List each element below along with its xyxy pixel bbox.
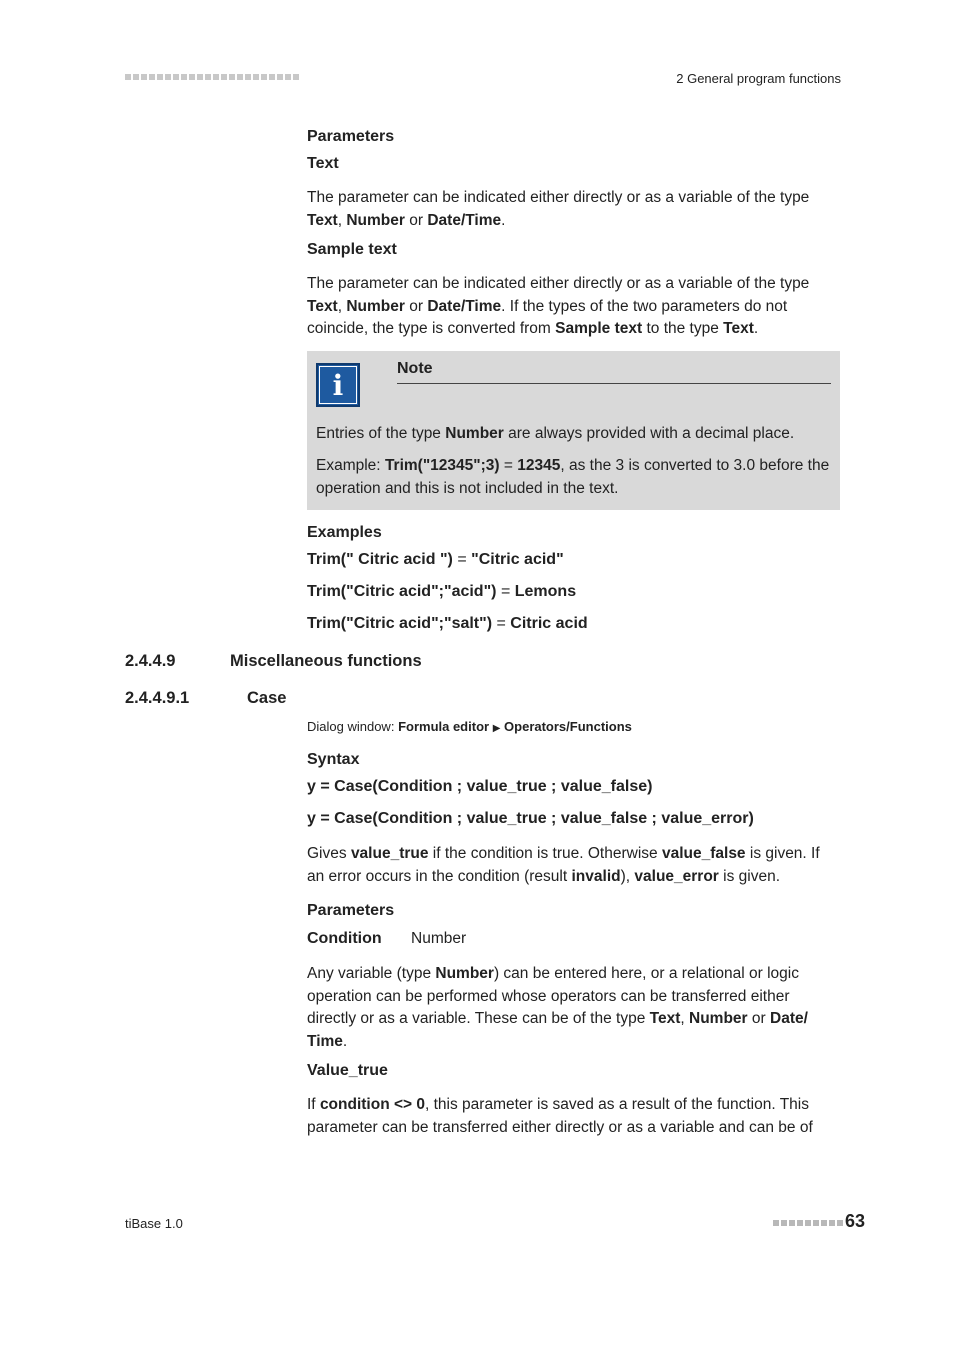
value-true-label: Value_true xyxy=(307,1062,388,1079)
subsection-title: Case xyxy=(247,689,287,707)
syntax-heading: Syntax xyxy=(307,751,360,768)
section-title: Miscellaneous functions xyxy=(230,652,422,670)
condition-label: Condition xyxy=(307,930,382,947)
note-divider xyxy=(397,383,831,384)
sample-text-desc: The parameter can be indicated either directly or as a variable of the type Text, Number or Date/Time. If the types of the two parameters do not coincide, the type is converted from Sample text to the type Text. xyxy=(307,275,810,337)
examples-heading: Examples xyxy=(307,524,382,541)
text-param-desc: The parameter can be indicated either directly or as a variable of the type Text, Number or Date/Time. xyxy=(307,189,810,229)
note-box xyxy=(307,351,840,510)
syntax-line-1: y = Case(Condition ; value_true ; value_false) xyxy=(307,778,653,795)
example-2: Trim("Citric acid";"acid") = Lemons xyxy=(307,583,577,600)
example-3: Trim("Citric acid";"salt") = Citric acid xyxy=(307,615,588,632)
section-number: 2.4.4.9 xyxy=(125,652,176,670)
parameters-heading-2: Parameters xyxy=(307,902,395,919)
parameters-heading: Parameters xyxy=(307,128,395,145)
subsection-number: 2.4.4.9.1 xyxy=(125,689,190,707)
example-1: Trim(" Citric acid ") = "Citric acid" xyxy=(307,551,564,568)
value-true-desc: If condition <> 0, this parameter is saved as a result of the function. This parameter can be transferred either directly or as a variable and can be of xyxy=(307,1096,813,1136)
header-decoration xyxy=(125,74,299,80)
dialog-path: Dialog window: Formula editor ▶ Operators/Functions xyxy=(307,719,632,734)
info-icon: i xyxy=(316,363,360,407)
footer-product: tiBase 1.0 xyxy=(125,1216,183,1231)
text-param-label: Text xyxy=(307,155,339,172)
syntax-line-2: y = Case(Condition ; value_true ; value_false ; value_error) xyxy=(307,810,754,827)
condition-desc: Any variable (type Number) can be entered here, or a relational or logic operation can be performed whose operators can be transferred either directly or as a variable. These can be of the type Text, Number or Date/ Time. xyxy=(307,965,808,1050)
sample-text-label: Sample text xyxy=(307,241,397,258)
syntax-description: Gives value_true if the condition is true. Otherwise value_false is given. If an error occurs in the condition (result invalid), value_error is given. xyxy=(307,845,820,885)
page-number: 63 xyxy=(845,1211,866,1231)
footer-decoration xyxy=(773,1220,843,1226)
note-line1: Entries of the type Number are always provided with a decimal place. xyxy=(316,425,795,442)
note-example: Example: Trim("12345";3) = 12345, as the 3 is converted to 3.0 before the operation and this is not included in the text. xyxy=(316,457,830,497)
header-chapter: 2 General program functions xyxy=(676,71,841,86)
condition-type: Number xyxy=(411,930,467,947)
note-title: Note xyxy=(397,360,433,377)
